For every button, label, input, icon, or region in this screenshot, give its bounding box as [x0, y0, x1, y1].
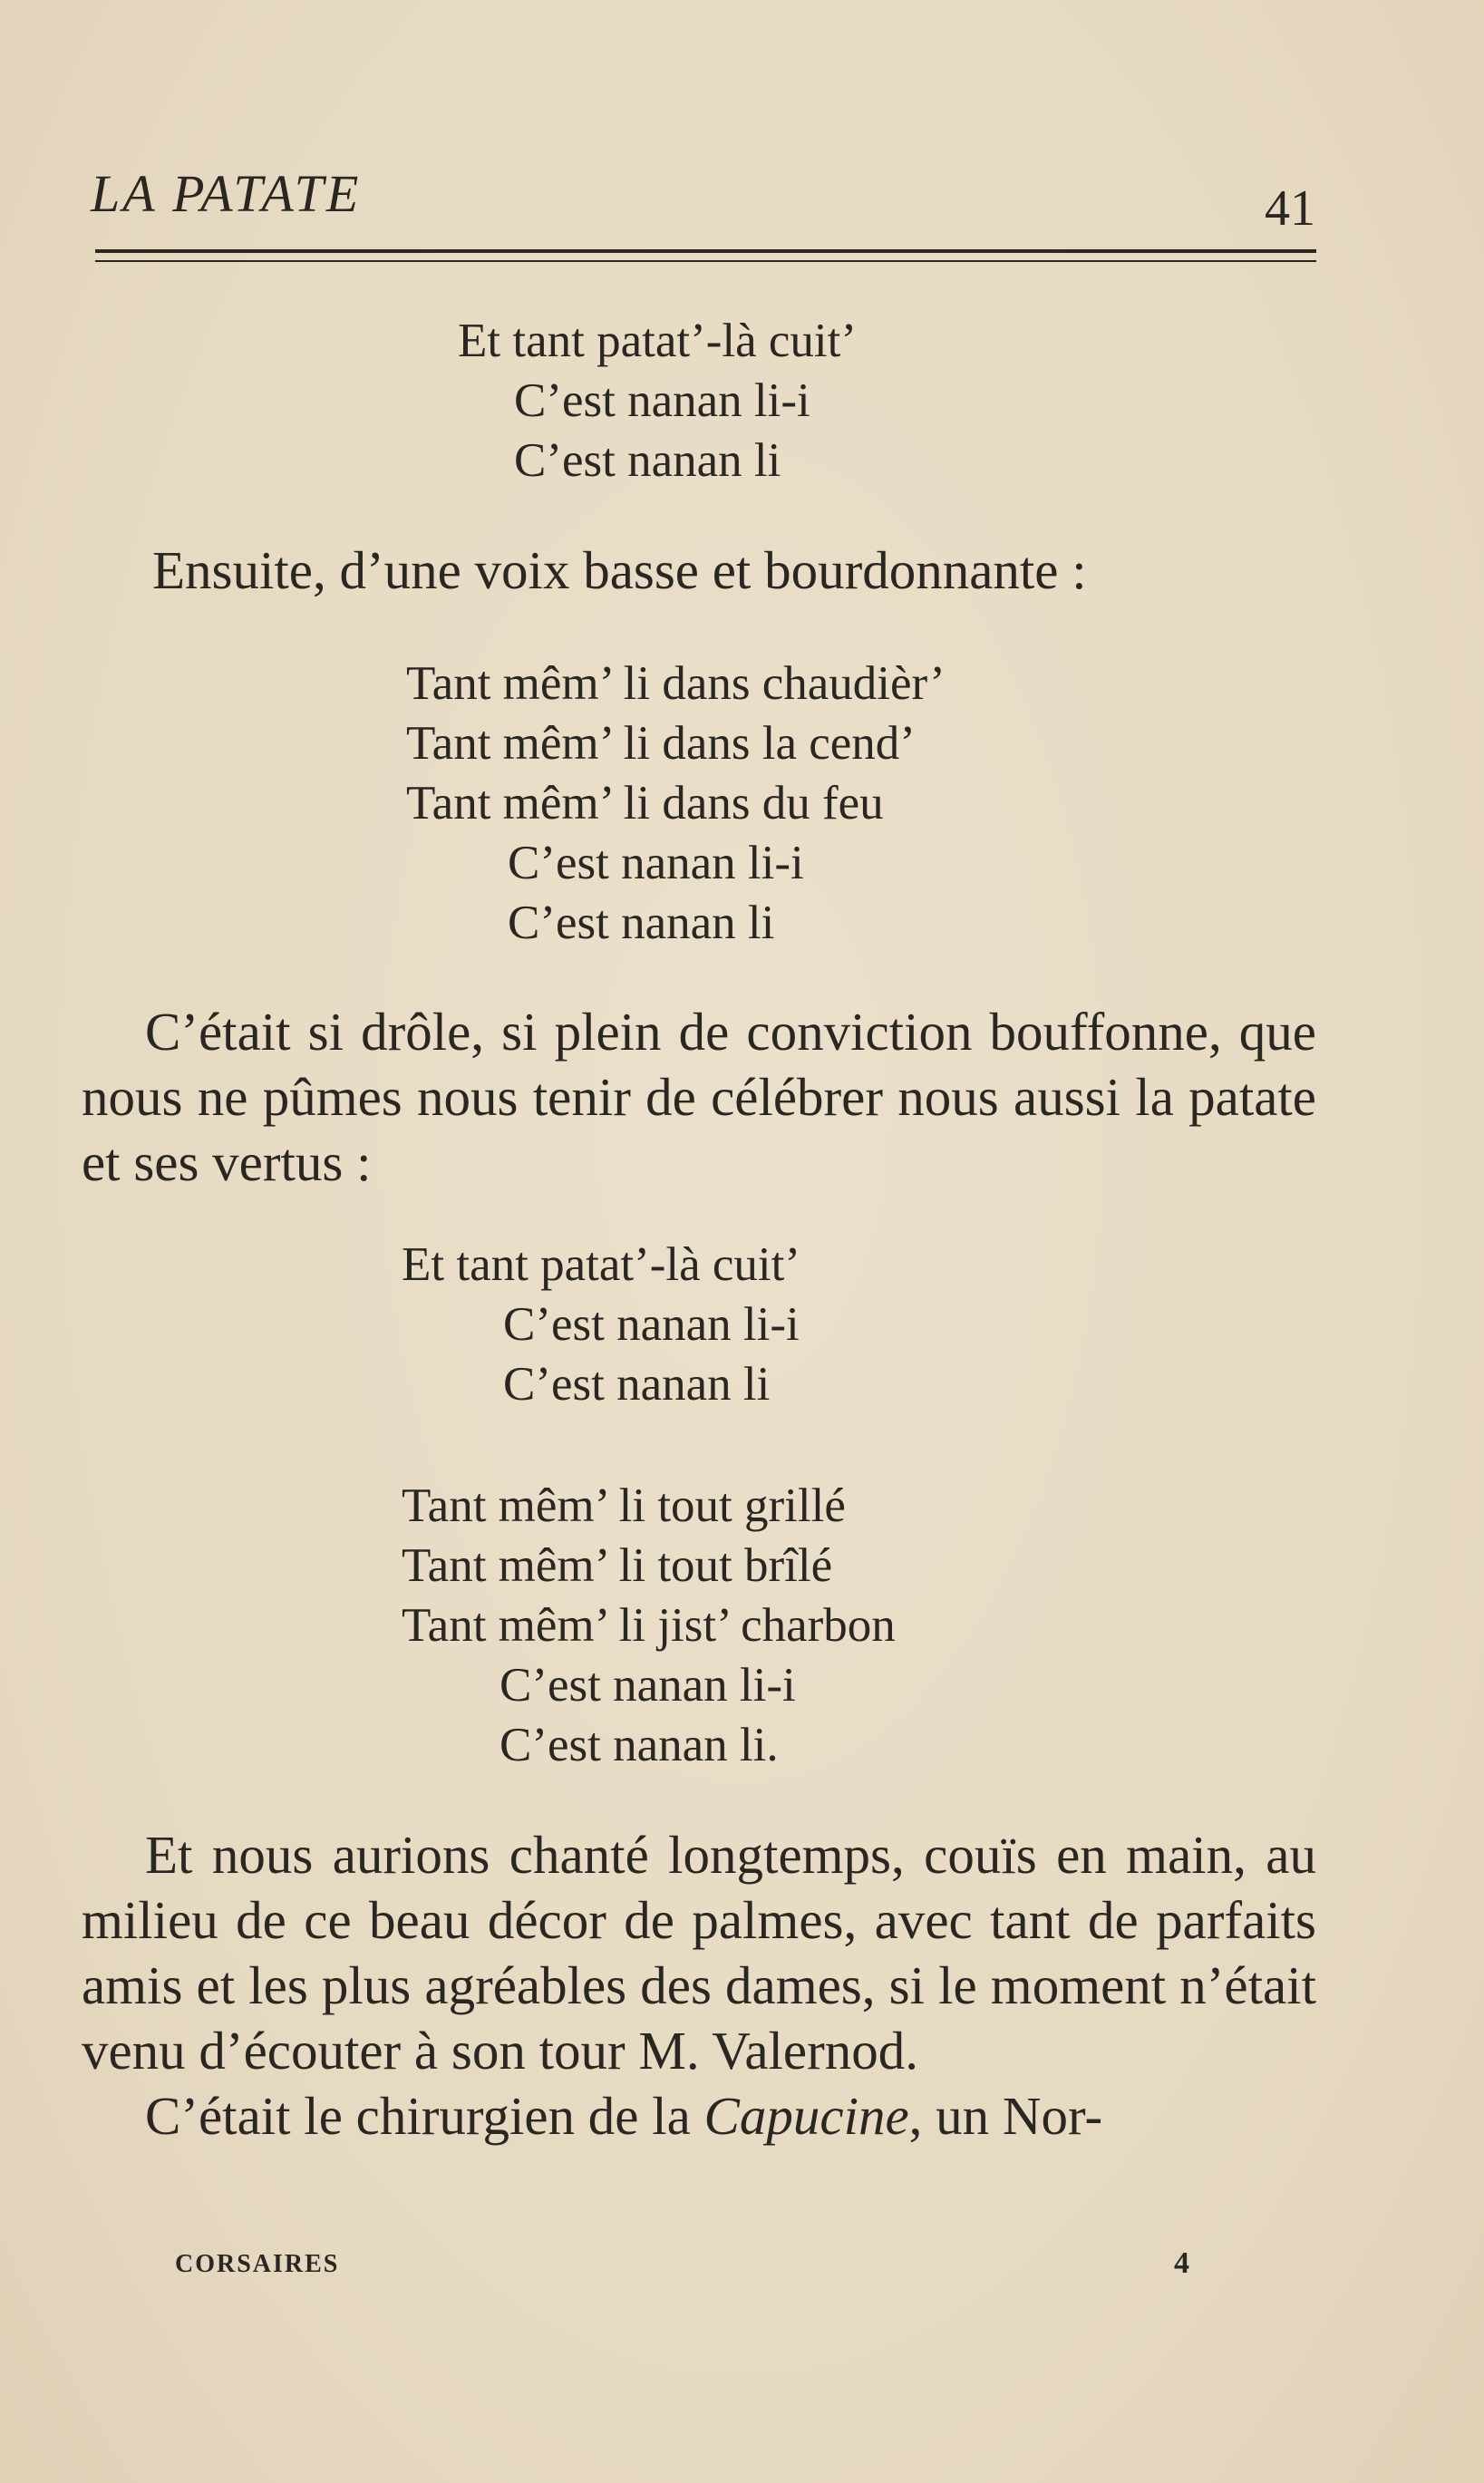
verse-line: C’est nanan li-i: [514, 374, 810, 427]
verse-line: C’est nanan li.: [500, 1719, 779, 1771]
paragraph-text: C’était le chirurgien de la Capucine, un Nor-: [145, 2086, 1103, 2146]
header-rule-thick: [95, 249, 1316, 253]
paragraph-1: [82, 999, 1316, 1195]
verse-stanza-4: [402, 1476, 896, 1775]
verse-line: Tant mêm’ li dans du feu: [406, 777, 884, 829]
verse-line: C’est nanan li-i: [508, 837, 804, 889]
verse-stanza-2: [406, 654, 946, 953]
verse-stanza-3: [402, 1235, 800, 1414]
printer-signature: CORSAIRES: [175, 2250, 340, 2278]
verse-stanza-1: [458, 311, 857, 490]
verse-line: C’est nanan li: [514, 434, 781, 487]
verse-line: C’est nanan li-i: [503, 1298, 800, 1351]
verse-line: C’est nanan li-i: [500, 1659, 796, 1712]
paragraph-text: Et nous aurions chanté longtemps, couïs en main, au milieu de ce beau décor de palmes, avec tant de parfaits amis et les plus agréables des dames, si le moment n’était venu d’écouter à son tour M. Valernod.: [82, 1825, 1316, 2080]
ship-name: Capucine: [703, 2086, 909, 2146]
page-number: 41: [1265, 180, 1315, 237]
verse-line: Tant mêm’ li tout brîlé: [402, 1539, 833, 1592]
verse-line: Tant mêm’ li tout grillé: [402, 1479, 846, 1532]
paragraph-text: C’était si drôle, si plein de conviction bouffonne, que nous ne pûmes nous tenir de célébrer nous aussi la patate et ses vertus :: [82, 1002, 1316, 1192]
verse-line: C’est nanan li: [508, 897, 775, 949]
running-title: LA PATATE: [91, 164, 362, 223]
intro-line: Ensuite, d’une voix basse et bourdonnante :: [152, 540, 1087, 600]
verse-line: Tant mêm’ li dans chaudièr’: [406, 657, 946, 710]
verse-line: C’est nanan li: [503, 1358, 771, 1411]
verse-line: Et tant patat’-là cuit’: [458, 315, 857, 367]
verse-line: Tant mêm’ li jist’ charbon: [402, 1599, 896, 1652]
header-rule-thin: [95, 260, 1316, 262]
verse-line: Tant mêm’ li dans la cend’: [406, 717, 916, 770]
paragraph-2: [82, 1822, 1316, 2148]
signature-number: 4: [1174, 2246, 1189, 2280]
verse-line: Et tant patat’-là cuit’: [402, 1238, 800, 1291]
